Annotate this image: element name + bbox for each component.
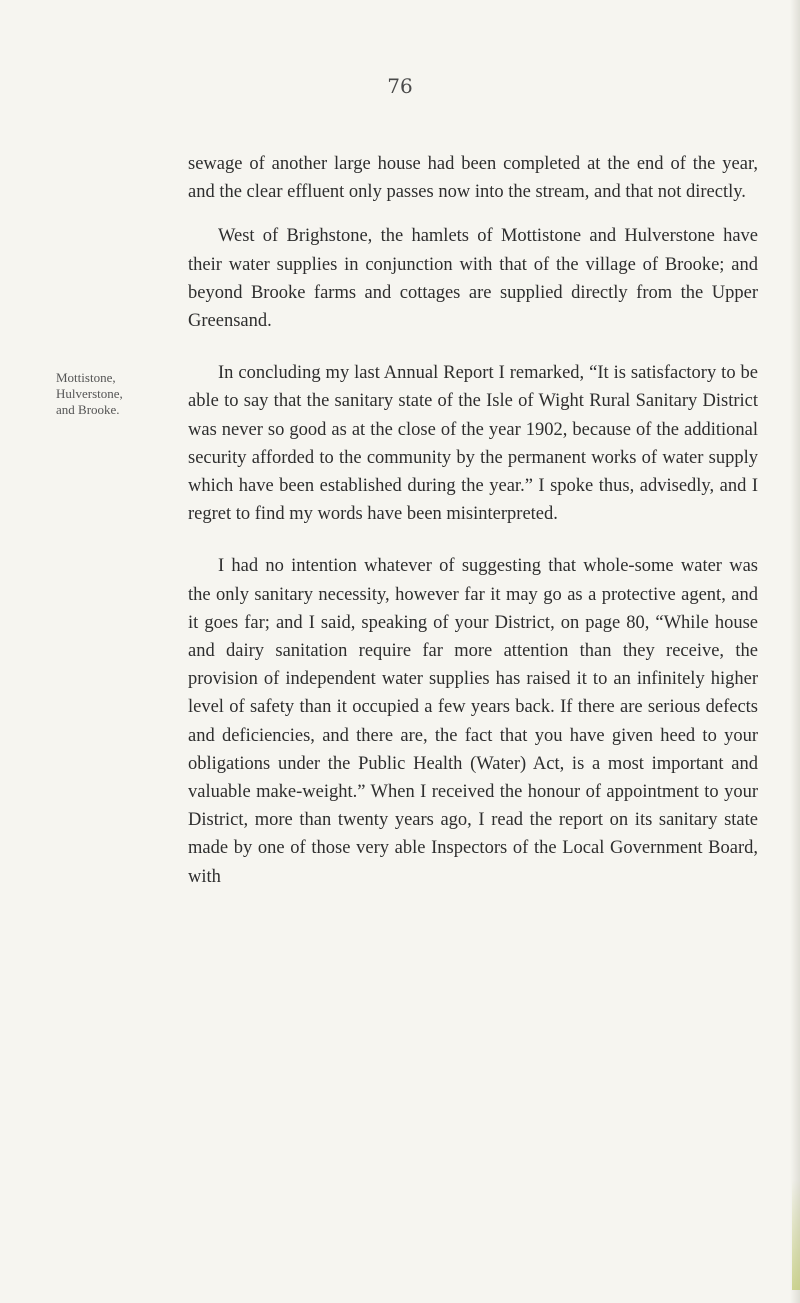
paragraph: In concluding my last Annual Report I remarked, “It is satisfactory to be able to say that the sanitary state of the Isle of Wight Rural Sanitary District was never so good as at the close of the year 1902, because of the additional security afforded to the community by the permanent works of water supply which have been established during the year.” I spoke thus, advisedly, and I regret to find my words have been misinterpreted.	[188, 363, 758, 525]
paragraph: sewage of another large house had been completed at the end of the year, and the clear effluent only passes now into the stream, and that not directly.	[188, 154, 758, 203]
page-number: 76	[387, 74, 413, 98]
margin-note-line: Hulverstone,	[56, 386, 123, 401]
body-text	[188, 150, 758, 891]
page-edge-shadow	[790, 0, 800, 1303]
page-edge-stain	[792, 1180, 800, 1290]
margin-note-line: and Brooke.	[56, 402, 120, 417]
paragraph: I had no intention whatever of suggesting that whole-some water was the only sanitary necessity, however far it may go as a protective agent, and it goes far; and I said, speaking of your District, on page 80, “While house and dairy sanitation require far more attention than they receive, the provision of independent water supplies has raised it to an infinitely higher level of safety than it occupied a few years back. If there are serious defects and deficiencies, and there are, the fact that you have given heed to your obligations under the Public Health (Water) Act, is a most important and valuable make-weight.” When I received the honour of appointment to your District, more than twenty years ago, I read the report on its sanitary state made by one of those very able Inspectors of the Local Government Board, with	[188, 556, 758, 887]
margin-note	[56, 370, 166, 418]
margin-note-line: Mottistone,	[56, 370, 116, 385]
paragraph: West of Brighstone, the hamlets of Mottistone and Hulverstone have their water supplies in conjunction with that of the village of Brooke; and beyond Brooke farms and cottages are supplied directly from the Upper Greensand.	[188, 226, 758, 332]
